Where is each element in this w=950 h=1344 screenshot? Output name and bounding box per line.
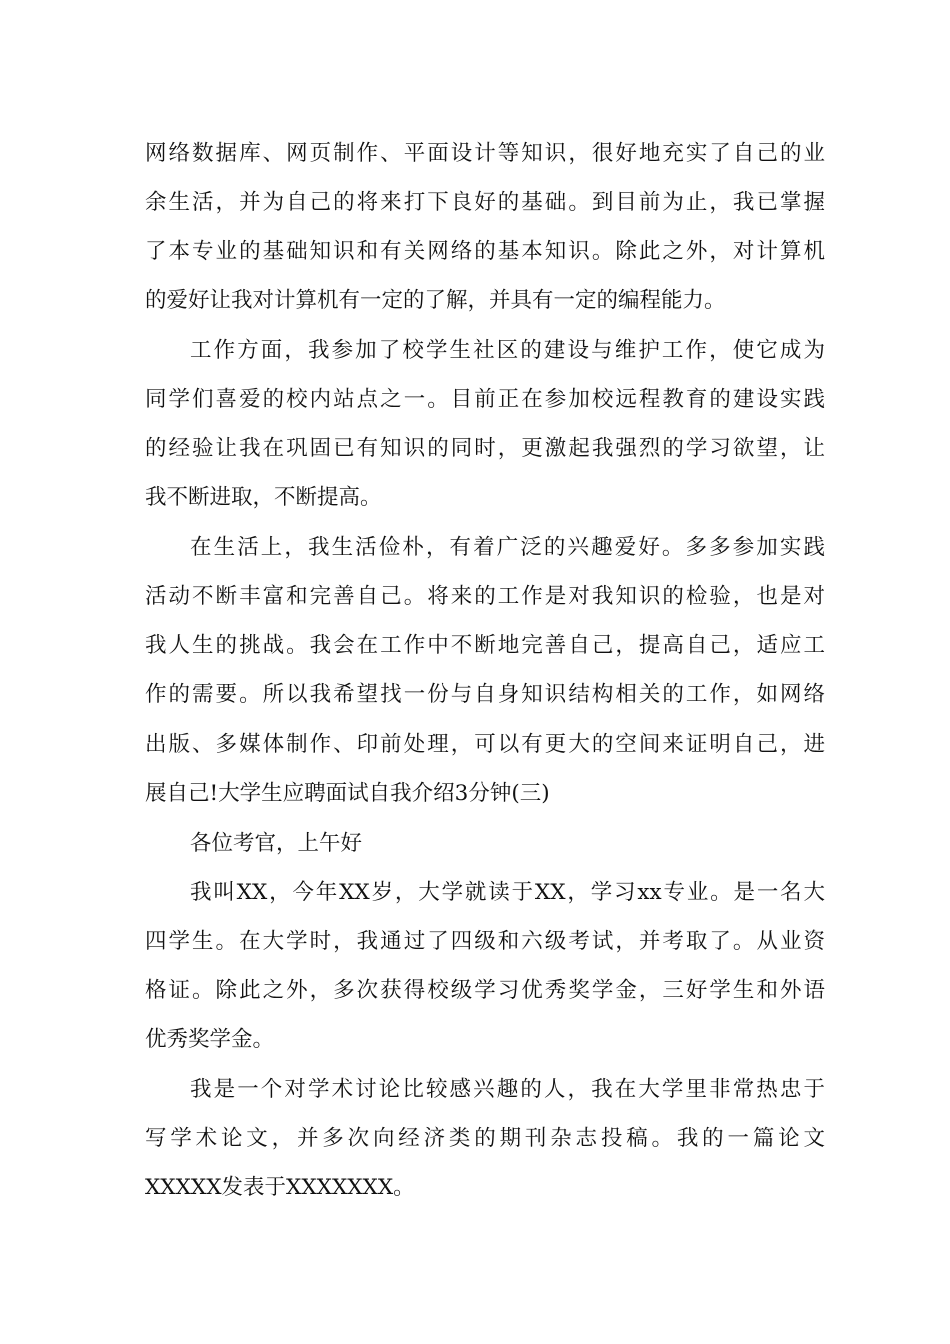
paragraph-line: 同学们喜爱的校内站点之一。目前正在参加校远程教育的建设实践: [145, 387, 825, 412]
greeting-line: 各位考官，上午好: [190, 831, 363, 856]
paragraph-line: 我是一个对学术讨论比较感兴趣的人，我在大学里非常热忠于: [190, 1077, 825, 1102]
paragraph-line: 我不断进取，不断提高。: [145, 485, 382, 510]
paragraph-line: XXXXX发表于XXXXXXX。: [145, 1175, 415, 1200]
paragraph-line: 我叫XX，今年XX岁，大学就读于XX，学习xx专业。是一名大: [190, 880, 825, 905]
paragraph-line: 的经验让我在巩固已有知识的同时，更激起我强烈的学习欲望，让: [145, 436, 825, 461]
paragraph-line: 工作方面，我参加了校学生社区的建设与维护工作，使它成为: [190, 338, 825, 363]
paragraph-line: 优秀奖学金。: [145, 1027, 275, 1052]
paragraph-line: 格证。除此之外，多次获得校级学习优秀奖学金，三好学生和外语: [145, 978, 825, 1003]
paragraph-line: 余生活，并为自己的将来打下良好的基础。到目前为止，我已掌握: [145, 190, 825, 215]
paragraph-line: 在生活上，我生活俭朴，有着广泛的兴趣爱好。多多参加实践: [190, 535, 825, 560]
paragraph-line: 写学术论文，并多次向经济类的期刊杂志投稿。我的一篇论文: [145, 1126, 825, 1151]
paragraph-line: 作的需要。所以我希望找一份与自身知识结构相关的工作，如网络: [145, 682, 825, 707]
paragraph-line: 的爱好让我对计算机有一定的了解，并具有一定的编程能力。: [145, 288, 726, 313]
paragraph-line: 出版、多媒体制作、印前处理，可以有更大的空间来证明自己，进: [145, 732, 825, 757]
paragraph-line: 网络数据库、网页制作、平面设计等知识，很好地充实了自己的业: [145, 141, 825, 166]
paragraph-line: 活动不断丰富和完善自己。将来的工作是对我知识的检验，也是对: [145, 584, 825, 609]
paragraph-line: 四学生。在大学时，我通过了四级和六级考试，并考取了。从业资: [145, 929, 825, 954]
paragraph-line: 我人生的挑战。我会在工作中不断地完善自己，提高自己，适应工: [145, 633, 825, 658]
paragraph-line: 展自己!大学生应聘面试自我介绍3分钟(三): [145, 781, 550, 806]
paragraph-line: 了本专业的基础知识和有关网络的基本知识。除此之外，对计算机: [145, 239, 825, 264]
